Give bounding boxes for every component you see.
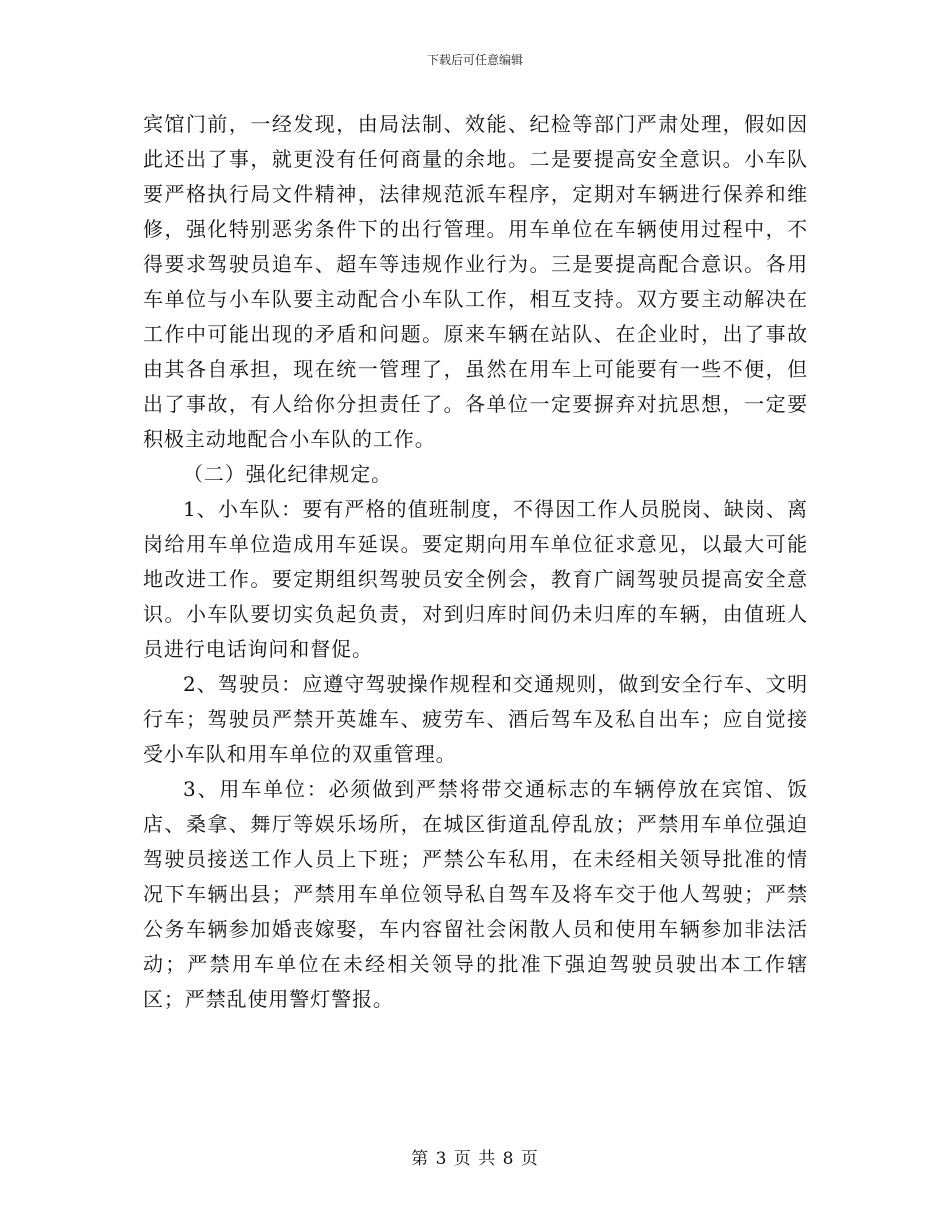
document-body xyxy=(143,107,808,1017)
section-heading: （二）强化纪律规定。 xyxy=(183,462,392,486)
paragraph-item-3: 3、用车单位：必须做到严禁将带交通标志的车辆停放在宾馆、饭店、桑拿、舞厅等娱乐场所，在城区街道乱停乱放；严禁用车单位强迫驾驶员接送工作人员上下班；严禁公车私用，在未经相关领导批准的情况下车辆出县；严禁用车单位领导私自驾车及将车交于他人驾驶；严禁公务车辆参加婚丧嫁娶，车内容留社会闲散人员和使用车辆参加非法活动；严禁用车单位在未经相关领导的批准下强迫驾驶员驶出本工作辖区；严禁乱使用警灯警报。 xyxy=(143,777,808,1011)
page-header: 下载后可任意编辑 xyxy=(426,53,523,67)
paragraph-item-2: 2、驾驶员：应遵守驾驶操作规程和交通规则，做到安全行车、文明行车；驾驶员严禁开英雄车、疲劳车、酒后驾车及私自出车；应自觉接受小车队和用车单位的双重管理。 xyxy=(143,672,808,766)
paragraph-continuation: 宾馆门前，一经发现，由局法制、效能、纪检等部门严肃处理，假如因此还出了事，就更没有任何商量的余地。二是要提高安全意识。小车队要严格执行局文件精神，法律规范派车程序，定期对车辆进行保养和维修，强化特别恶劣条件下的出行管理。用车单位在车辆使用过程中，不得要求驾驶员追车、超车等违规作业行为。三是要提高配合意识。各用车单位与小车队要主动配合小车队工作，相互支持。双方要主动解决在工作中可能出现的矛盾和问题。原来车辆在站队、在企业时，出了事故由其各自承担，现在统一管理了，虽然在用车上可能要有一些不便，但出了事故，有人给你分担责任了。各单位一定要摒弃对抗思想，一定要积极主动地配合小车队的工作。 xyxy=(143,112,808,451)
page-number: 第 3 页 共 8 页 xyxy=(411,1149,539,1169)
paragraph-item-1: 1、小车队：要有严格的值班制度，不得因工作人员脱岗、缺岗、离岗给用车单位造成用车延误。要定期向用车单位征求意见，以最大可能地改进工作。要定期组织驾驶员安全例会，教育广阔驾驶员提高安全意识。小车队要切实负起负责，对到归库时间仍未归库的车辆，由值班人员进行电话询问和督促。 xyxy=(143,497,808,661)
